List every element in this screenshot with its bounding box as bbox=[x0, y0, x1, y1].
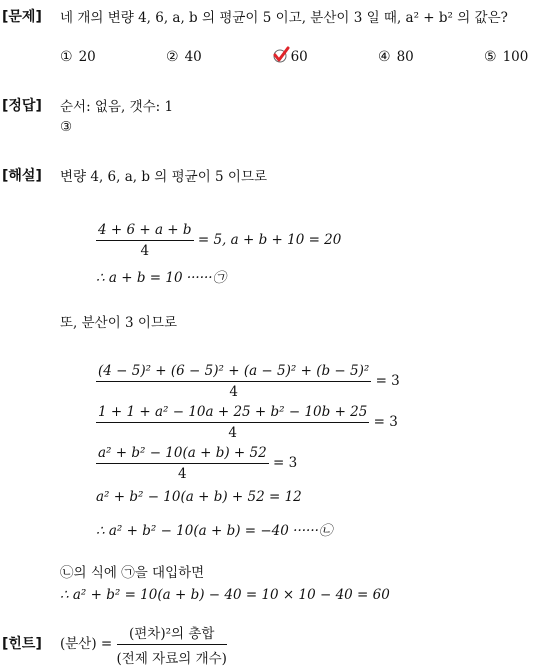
option-1[interactable]: ① 20 bbox=[60, 49, 96, 65]
option-5[interactable]: ⑤ 100 bbox=[484, 49, 529, 65]
option-3[interactable]: 60 bbox=[290, 49, 308, 65]
eq1: $\frac{4 + 6 + a + b}{4}$ = 5, a + b + 10 = 20 bbox=[98, 222, 342, 259]
option-2[interactable]: ② 40 bbox=[166, 49, 202, 65]
explanation-tag: [해설] bbox=[2, 168, 42, 184]
var-eq3: $\frac{\text{a² + b² − 10(a + b) + 52}}{4}$ = 3 bbox=[98, 445, 298, 482]
var-eq5: ∴ a² + b² − 10(a + b) = −40 ······㉡ bbox=[96, 523, 333, 539]
final-eq: ∴ a² + b² = 10(a + b) − 40 = 10 × 10 − 40 = 60 bbox=[60, 587, 390, 603]
problem-text: 네 개의 변량 4, 6, a, b 의 평균이 5 이고, 분산이 3 일 때, a² + b² 의 값은? bbox=[60, 10, 508, 26]
explanation-intro: 변량 4, 6, a, b 의 평균이 5 이므로 bbox=[60, 169, 268, 185]
hint-formula: (분산) = $\frac{\text{(편차)²의 총합}}{\text{(전제 자료의 개수)}}$ bbox=[60, 622, 227, 667]
var-eq2: $\frac{\text{1 + 1 + a² − 10a + 25 + b² − 10b + 25}}{4}$ = 3 bbox=[98, 404, 398, 441]
answer-line2: ③ bbox=[60, 119, 73, 135]
answer-line1: 순서: 없음, 갯수: 1 bbox=[60, 99, 174, 115]
substitute-text: ㉡의 식에 ㉠을 대입하면 bbox=[60, 565, 205, 581]
answer-tag: [정답] bbox=[2, 98, 42, 114]
explanation-also: 또, 분산이 3 이므로 bbox=[60, 315, 178, 331]
checkmark-icon bbox=[272, 46, 290, 64]
eq2: ∴ a + b = 10 ······㉠ bbox=[96, 270, 227, 286]
hint-tag: [힌트] bbox=[2, 636, 42, 652]
var-eq4: a² + b² − 10(a + b) + 52 = 12 bbox=[96, 489, 302, 505]
problem-tag: [문제] bbox=[2, 9, 42, 25]
option-4[interactable]: ④ 80 bbox=[378, 49, 414, 65]
var-eq1: $\frac{\text{(4 − 5)² + (6 − 5)² + (a − 5)² + (b − 5)²}}{4}$ = 3 bbox=[98, 363, 400, 400]
